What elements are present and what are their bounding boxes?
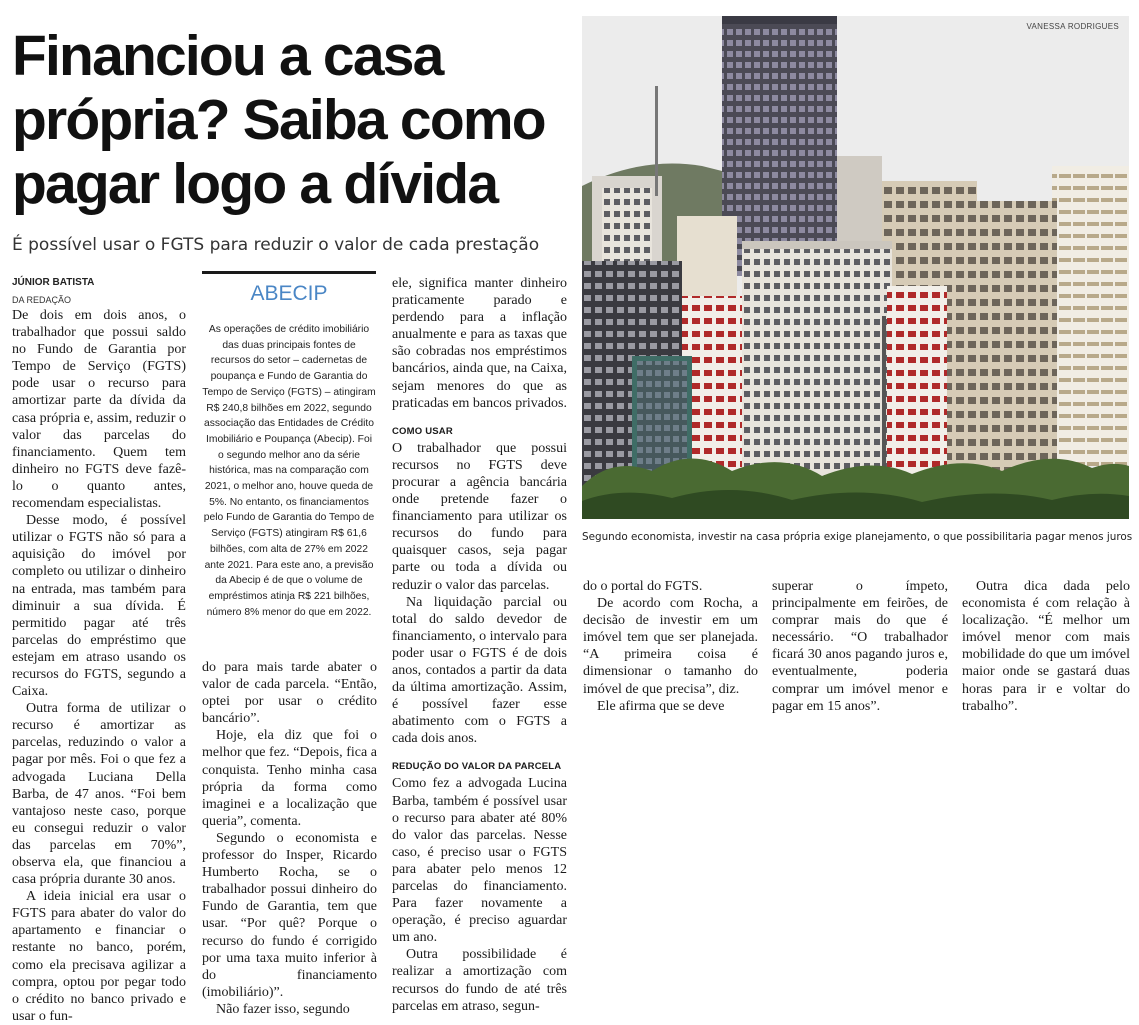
article-paragraph: Na liquidação parcial ou total do saldo devedor de financiamento, o intervalo para poder usar o FGTS é de dois anos, contados a partir da data da última amortização. Assim, é possível fazer esse abatimento com o FGTS a cada dois anos. bbox=[392, 594, 567, 747]
article-paragraph: Outra dica dada pelo economista é com relação à localização. “É melhor um imóvel menor com mais mobilidade do que um imóvel maior onde se gastará duas horas para ir e voltar do trabalho”. bbox=[962, 579, 1130, 714]
article-paragraph: Outra possibilidade é realizar a amortização com recursos do fundo de até três parcelas em atraso, segun- bbox=[392, 947, 567, 1014]
article-column-3 bbox=[392, 275, 567, 1015]
photo-caption: Segundo economista, investir na casa própria exige planejamento, o que possibilitaria pagar menos juros bbox=[582, 531, 1133, 543]
abecip-sidebar bbox=[202, 271, 376, 620]
article-column-4 bbox=[583, 578, 758, 715]
headline: Financiou a casa própria? Saiba como pagar logo a dívida bbox=[12, 24, 545, 216]
byline-author: JÚNIOR BATISTA bbox=[12, 277, 95, 288]
sidebar-text: As operações de crédito imobiliário das duas principais fontes de recursos do setor – cadernetas de poupança e Fundo de Garantia do Tempo de Serviço (FGTS) – atingiram R$ 240,8 bilhões em 2022, segundo associação das Entidades de Crédito Imobiliário e Poupança (Abecip). Foi o segundo melhor ano da série histórica, mas na comparação com 2021, o melhor ano, houve queda de 5%. No entanto, os financiamentos pelo Fundo de Garantia do Tempo de Serviço (FGTS) atingiram R$ 61,6 bilhões, com alta de 27% em 2022 ante 2021. Para este ano, a previsão da Abecip é de que o volume de empréstimos atinja R$ 221 bilhões, número 8% menor do que em 2022. bbox=[202, 324, 376, 618]
section-heading-como-usar: COMO USAR bbox=[392, 425, 453, 437]
article-paragraph: De dois em dois anos, o trabalhador que possui saldo no Fundo de Garantia por Tempo de Serviço (FGTS) pode usar o recurso para amortizar parte da dívida da casa própria e, assim, reduzir o valor das parcelas do financiamento. Quem tem dinheiro no FGTS deve fazê-lo o quanto antes, recomendam especialistas. bbox=[12, 308, 186, 512]
article-paragraph: Não fazer isso, segundo bbox=[216, 1001, 350, 1017]
article-paragraph: Como fez a advogada Lucina Barba, também é possível usar o recurso para abater até 80% do valor das parcelas. Nesse caso, é preciso usar o FGTS para abater pelo menos 12 parcelas do financiamento. Para fazer novamente a operação, é preciso aguardar um ano. bbox=[392, 776, 567, 946]
article-paragraph: superar o ímpeto, principalmente em feirões, de comprar mais do que é necessário. “O trabalhador ficará 30 anos pagando juros e, eventualmente, poderia comprar um imóvel menor e pagar em 15 anos”. bbox=[772, 579, 948, 714]
article-column-2 bbox=[202, 659, 377, 1018]
article-paragraph: De acordo com Rocha, a decisão de investir em um imóvel tem que ser planejada. “A primeira coisa é dimensionar o tamanho do imóvel de que precisa”, diz. bbox=[583, 596, 758, 697]
article-paragraph: Outra forma de utilizar o recurso é amortizar as parcelas, reduzindo o valor a pagar por mês. Foi o que fez a advogada Luciana Della Barba, de 47 anos. “Foi bem vantajoso neste caso, porque eu consegui reduzir o valor das parcelas em 70%”, observa ela, que financiou a casa própria durante 30 anos. bbox=[12, 701, 186, 888]
article-paragraph: Ele afirma que se deve bbox=[597, 698, 725, 714]
article-column-6 bbox=[962, 578, 1130, 715]
byline-source: DA REDAÇÃO bbox=[12, 295, 72, 305]
subtitle: É possível usar o FGTS para reduzir o valor de cada prestação bbox=[12, 235, 540, 255]
article-paragraph: O trabalhador que possui recursos no FGTS deve procurar a agência bancária onde pretende fazer o financiamento para utilizar os recursos do fundo para quaisquer casos, seja pagar parte ou toda a dívida ou reduzir o valor das parcelas. bbox=[392, 440, 567, 593]
photo-credit: VANESSA RODRIGUES bbox=[1026, 22, 1119, 31]
sidebar-title: ABECIP bbox=[250, 282, 328, 305]
city-buildings-image bbox=[582, 16, 1129, 519]
article-paragraph: Hoje, ela diz que foi o melhor que fez. “Depois, fica a conquista. Tenho minha casa própria da forma como imaginei e a localização que queria”, comenta. bbox=[202, 728, 377, 829]
article-paragraph: A ideia inicial era usar o FGTS para abater do valor do apartamento e financiar o restante no banco, porém, como ela precisava agilizar a compra, optou por pegar todo o crédito no banco privado e usar o fun- bbox=[12, 889, 186, 1024]
article-column-5 bbox=[772, 578, 948, 715]
article-paragraph: Desse modo, é possível utilizar o FGTS não só para a aquisição do imóvel por completo ou utilizar o dinheiro na entrada, mas também para diminuir a sua dívida. É permitido pagar até três parcelas do empréstimo que estejam em atraso usando os recursos do FGTS, segundo a Caixa. bbox=[12, 513, 186, 700]
article-paragraph: do para mais tarde abater o valor de cada parcela. “Então, optei por usar o crédito bancário”. bbox=[202, 660, 377, 727]
article-paragraph: ele, significa manter dinheiro praticamente parado e perdendo para a inflação anualmente e para as taxas que são cobradas nos empréstimos bancários, ainda que, na Caixa, sejam menores do que as praticadas em bancos privados. bbox=[392, 276, 567, 411]
article-paragraph: Segundo o economista e professor do Insper, Ricardo Humberto Rocha, se o trabalhador possui dinheiro do Fundo de Garantia, tem que usar. “Por quê? Porque o recurso do fundo é corrigido por uma taxa muito inferior à do financiamento (imobiliário)”. bbox=[202, 830, 377, 1000]
section-heading-reducao: REDUÇÃO DO VALOR DA PARCELA bbox=[392, 761, 562, 773]
buildings-photo bbox=[582, 16, 1129, 519]
article-column-1 bbox=[12, 307, 186, 1025]
article-paragraph: do o portal do FGTS. bbox=[583, 579, 703, 594]
